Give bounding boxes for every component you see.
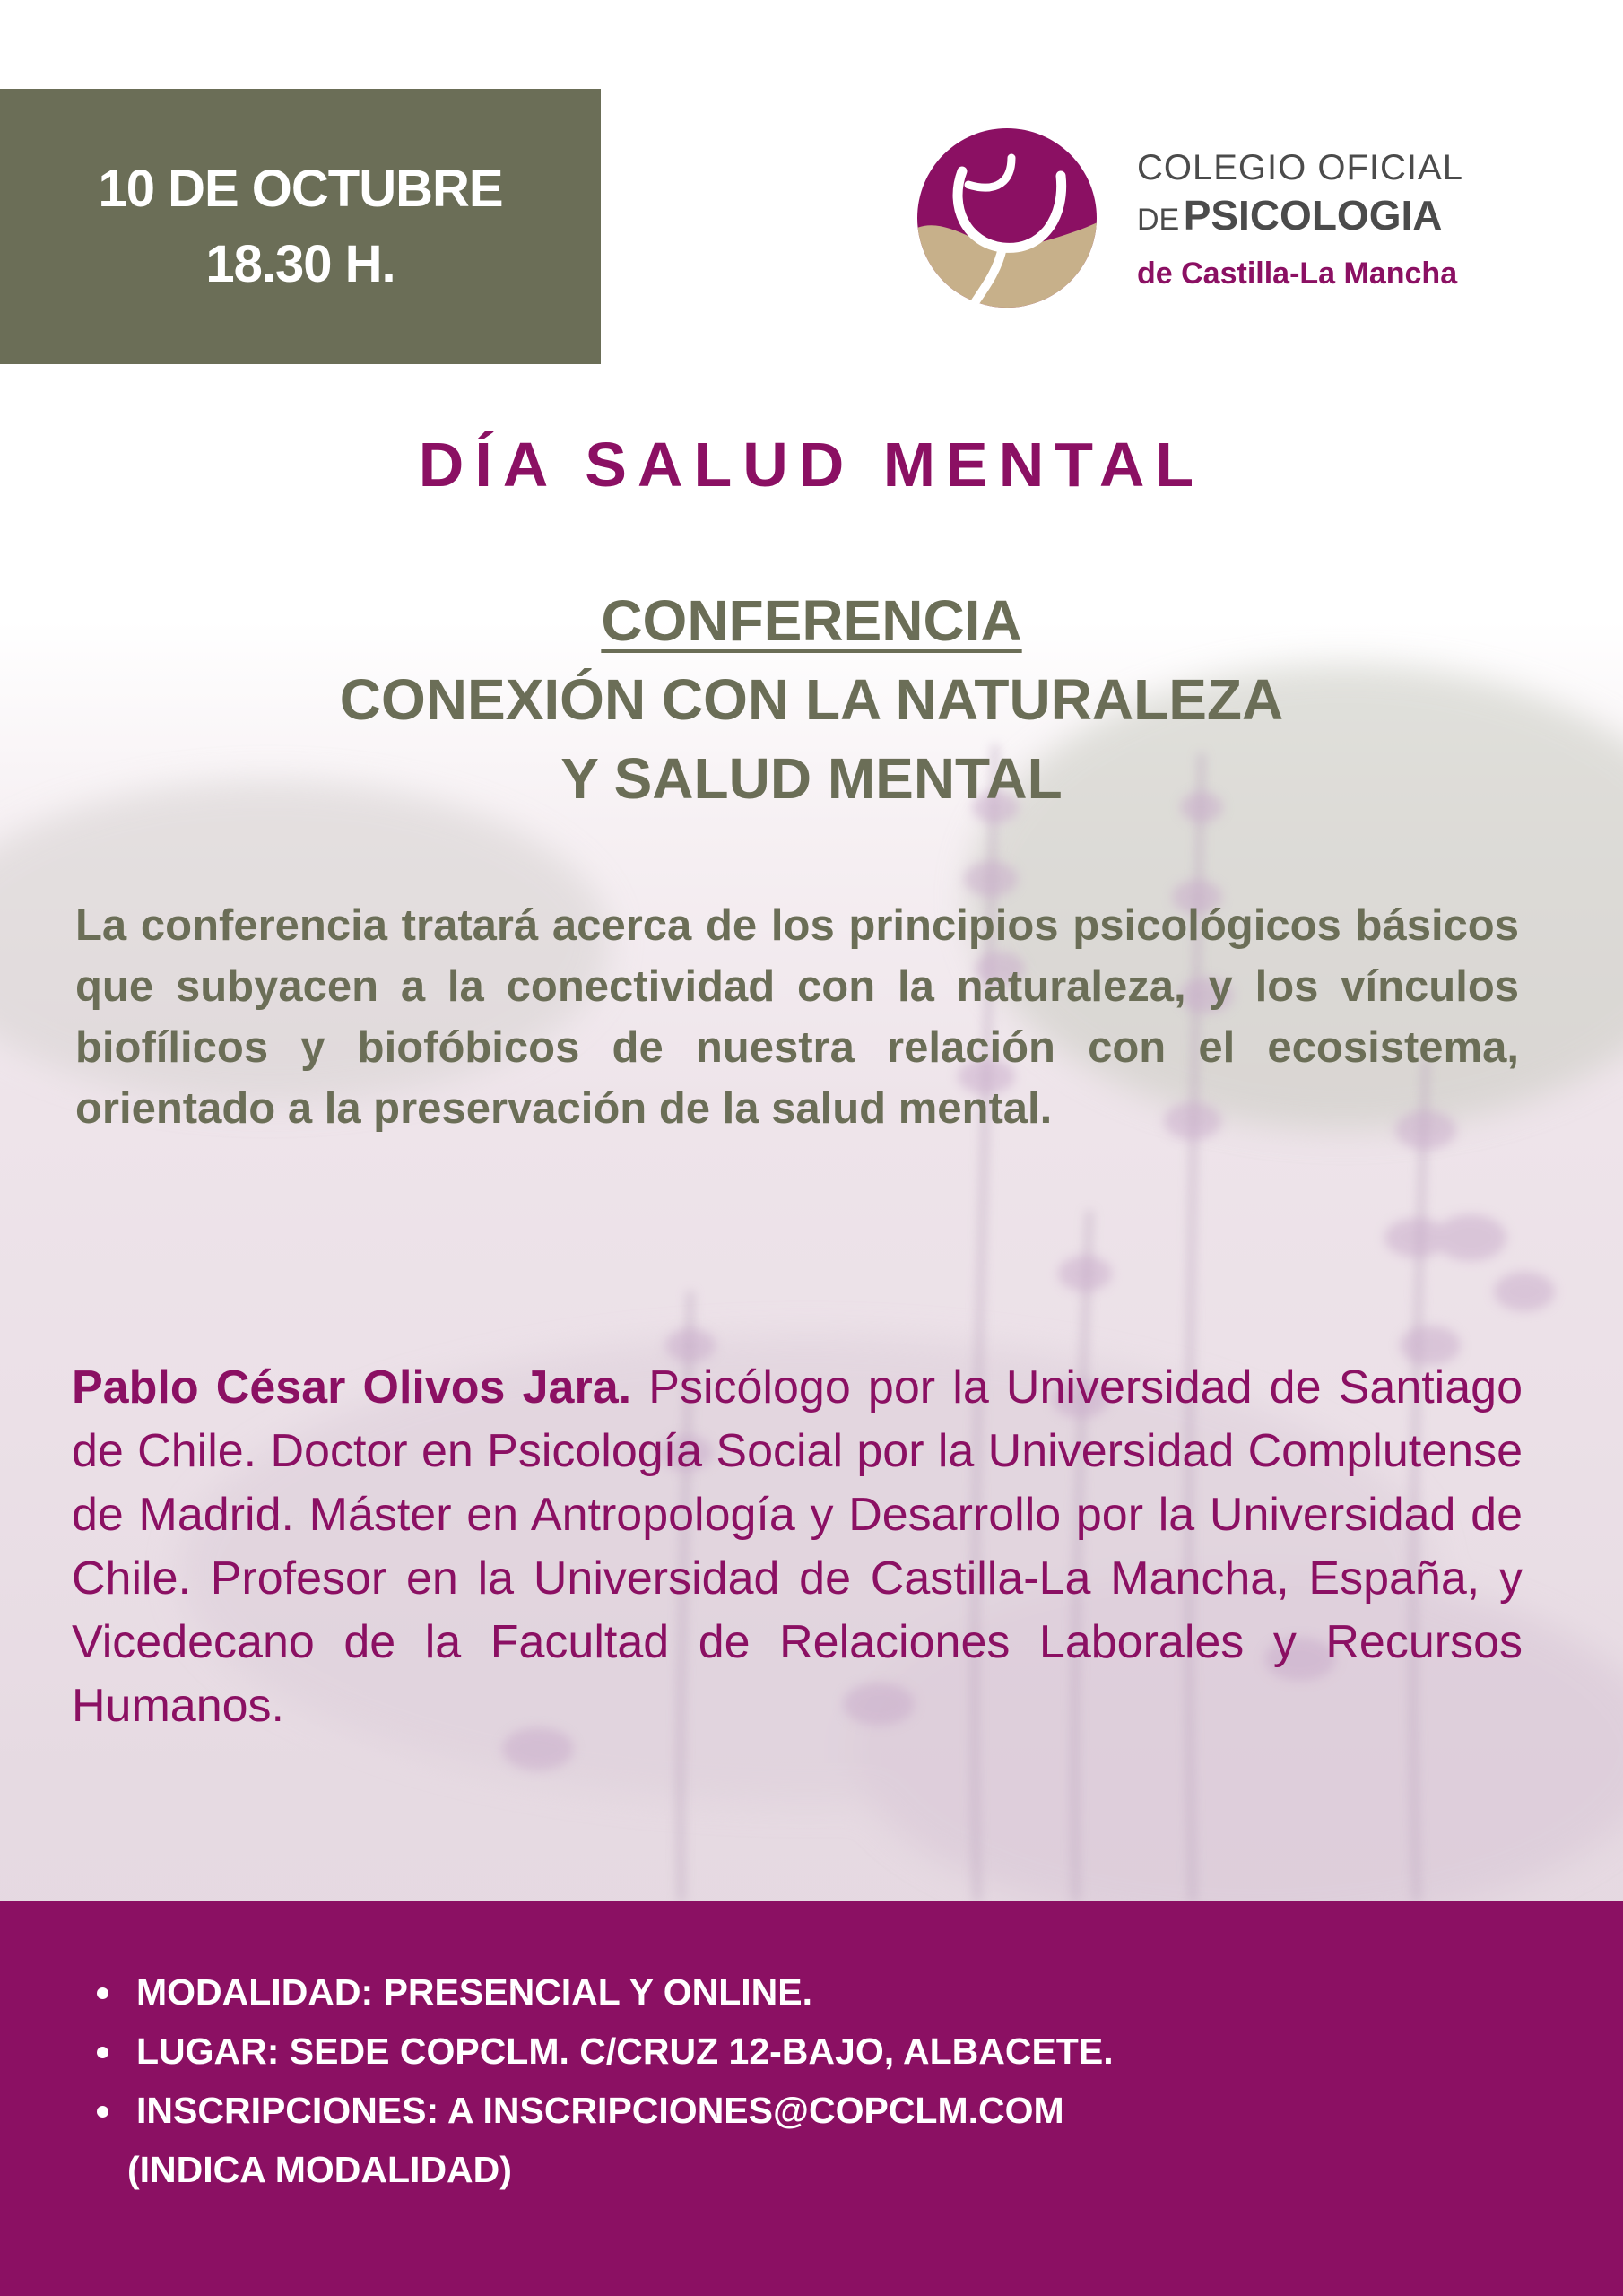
logo-line-2-prefix: DE bbox=[1137, 203, 1180, 237]
inscripciones-note: (INDICA MODALIDAD) bbox=[127, 2149, 512, 2190]
event-date-box bbox=[0, 89, 601, 364]
copclm-logo bbox=[913, 122, 1612, 319]
list-item-inscripciones bbox=[93, 2081, 1114, 2199]
event-date: 10 DE OCTUBRE bbox=[98, 159, 503, 218]
speaker-bio bbox=[72, 1356, 1523, 1738]
conference-type: CONFERENCIA bbox=[601, 588, 1022, 653]
conference-heading bbox=[0, 581, 1623, 818]
event-info-footer bbox=[0, 1901, 1623, 2296]
bullet-icon bbox=[97, 1987, 108, 1999]
list-item-modalidad bbox=[93, 1962, 1114, 2022]
speaker-bio-text: Psicólogo por la Universidad de Santiago de Chile. Doctor en Psicología Social por la Universidad Complutense de Madrid. Máster en Antropología y Desarrollo por la Universidad de Chile. Profesor en la Universidad de Castilla-La Mancha, España, y Vicedecano de la Facultad de Relaciones Laborales y Recursos Humanos. bbox=[72, 1361, 1523, 1732]
conference-subtitle-line-2: Y SALUD MENTAL bbox=[560, 746, 1063, 811]
event-info-list bbox=[93, 1962, 1114, 2199]
logo-text bbox=[1137, 145, 1463, 296]
logo-line-3: de Castilla-La Mancha bbox=[1137, 257, 1458, 291]
speaker-name: Pablo César Olivos Jara. bbox=[72, 1361, 632, 1413]
modalidad-text: MODALIDAD: PRESENCIAL Y ONLINE. bbox=[136, 1971, 813, 2013]
event-title: DÍA SALUD MENTAL bbox=[418, 430, 1205, 500]
conference-subtitle-line-1: CONEXIÓN CON LA NATURALEZA bbox=[339, 667, 1284, 732]
conference-description: La conferencia tratará acerca de los principios psicológicos básicos que subyacen a la conectividad con la naturaleza, y los vínculos biofílicos y biofóbicos de nuestra relación con el ecosistema, orientado a la preservación de la salud mental. bbox=[75, 901, 1519, 1133]
psi-symbol-logo-icon bbox=[913, 122, 1101, 315]
inscripciones-text[interactable]: INSCRIPCIONES: A INSCRIPCIONES@COPCLM.COM bbox=[136, 2090, 1064, 2131]
logo-line-2 bbox=[1137, 190, 1463, 251]
lugar-text: LUGAR: SEDE COPCLM. C/CRUZ 12-BAJO, ALBACETE. bbox=[136, 2031, 1114, 2072]
logo-line-2-main: PSICOLOGIA bbox=[1183, 192, 1443, 239]
logo-line-1: COLEGIO OFICIAL bbox=[1137, 148, 1463, 187]
bullet-icon bbox=[97, 2106, 108, 2118]
list-item-lugar bbox=[93, 2022, 1114, 2081]
event-time: 18.30 H. bbox=[205, 234, 395, 293]
bullet-icon bbox=[97, 2047, 108, 2058]
